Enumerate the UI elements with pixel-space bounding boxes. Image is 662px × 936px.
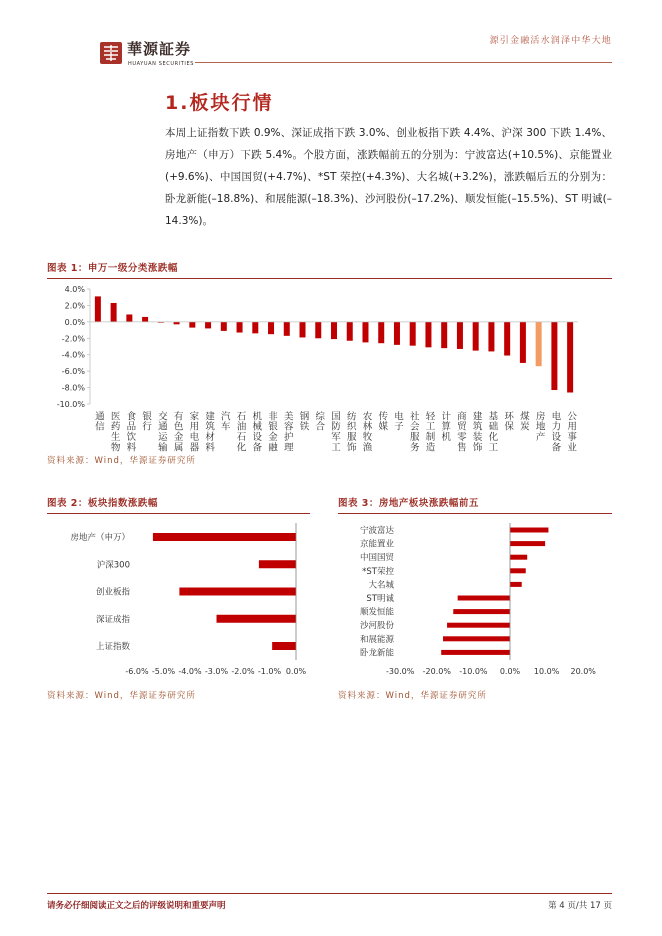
chart1-bar [457, 322, 463, 349]
chart2-bar [217, 615, 297, 623]
chart1-bar [189, 322, 195, 328]
chart3-category-label: 京能置业 [359, 539, 394, 550]
chart3-category-label: ST明诚 [366, 594, 394, 604]
chart3-bar [510, 528, 548, 533]
chart2-category-label: 沪深300 [96, 560, 130, 571]
chart3-x-tick-label: 0.0% [499, 667, 521, 676]
chart3-bar [510, 555, 527, 560]
chart3-x-tick-label: 20.0% [570, 667, 596, 676]
chart3-category-label: 顺发恒能 [359, 607, 394, 618]
chart1-bar [142, 317, 148, 322]
chart2-x-tick-label: -4.0% [178, 667, 202, 676]
chart3-bar [510, 568, 526, 573]
chart3-category-label: 中国国贸 [359, 553, 394, 564]
header-slogan: 源引金融活水润泽中华大地 [489, 36, 612, 46]
chart1-y-tick-label: 4.0% [64, 285, 85, 294]
figure-2-chart [47, 518, 312, 683]
chart2-bar [153, 533, 296, 541]
chart1-bar [567, 322, 573, 393]
section-title: 1.板块行情 [165, 92, 274, 114]
footer-disclaimer: 请务必仔细阅读正文之后的评级说明和重要声明 [47, 901, 226, 911]
chart1-category-label: 机械设备 [250, 411, 262, 453]
chart2-x-tick-label: -3.0% [204, 667, 229, 676]
chart3-bar [443, 636, 510, 641]
logo-name: 華源証券 [127, 40, 192, 58]
chart1-bar [221, 322, 227, 331]
chart2-x-tick-label: 0.0% [285, 667, 307, 676]
chart3-x-tick-label: -30.0% [386, 667, 415, 676]
chart1-y-tick-label: 0.0% [64, 317, 85, 327]
section-paragraph: 本周上证指数下跌 0.9%、深证成指下跌 3.0%、创业板指下跌 4.4%、沪深 300 下跌 1.4%、房地产（申万）下跌 5.4%。个股方面，涨跌幅前五的分别为：宁波富达(+10.5%)、京能置业(+9.6%)、中国国贸(+4.7%)、*ST 荣控(+4.3%)、大名城(+3.2%)，涨跌幅后五的分别为：卧龙新能(–18.8%)、和展能源(–18.3%)、沙河股份(–17.2%)、顺发恒能(–15.5%)、ST 明诚(–14.3%)。 [165, 127, 612, 227]
chart2-category-label: 深证成指 [95, 614, 130, 625]
chart1-bar [362, 322, 368, 343]
chart3-bar [510, 541, 545, 546]
figure-3-caption: 图表 3：房地产板块涨跌幅前五 [338, 498, 479, 509]
chart3-category-label: 宁波富达 [359, 526, 394, 536]
chart3-x-tick-label: -10.0% [459, 667, 488, 676]
chart1-category-label: 钢铁 [297, 411, 309, 432]
chart3-x-tick-label: -20.0% [422, 667, 451, 676]
chart3-category-label: 和展能源 [359, 634, 394, 645]
chart1-bar [268, 322, 274, 334]
chart1-category-label: 基础化工 [486, 411, 498, 453]
huayuan-seal-icon [99, 41, 123, 65]
chart2-bar [179, 588, 296, 596]
chart3-bar [447, 623, 510, 628]
chart1-category-label: 电力设备 [549, 411, 561, 453]
chart2-category-label: 房地产（申万） [70, 533, 130, 543]
chart1-bar [237, 322, 243, 333]
chart1-y-tick-label: -8.0% [61, 383, 85, 393]
chart1-category-label: 有色金属 [171, 411, 183, 453]
chart1-category-label: 美容护理 [281, 411, 293, 453]
chart3-bar [453, 609, 510, 614]
chart1-category-label: 石油石化 [234, 411, 246, 453]
chart2-x-tick-label: -2.0% [231, 667, 255, 676]
chart1-bar [126, 314, 132, 321]
chart2-bar [272, 642, 296, 650]
chart1-y-tick-label: -2.0% [61, 334, 85, 344]
chart1-y-tick-label: 2.0% [64, 301, 85, 311]
chart1-category-label: 医药生物 [108, 411, 120, 453]
chart1-category-label: 房地产 [533, 411, 545, 442]
chart1-category-label: 综合 [313, 411, 325, 432]
chart1-category-label: 轻工制造 [423, 411, 435, 453]
chart1-bar [473, 322, 479, 351]
chart1-category-label: 银行 [140, 411, 152, 432]
chart1-category-label: 汽车 [218, 411, 230, 432]
chart3-category-label: *ST荣控 [362, 566, 394, 577]
chart1-category-label: 农林牧渔 [360, 411, 372, 453]
footer-rule [47, 893, 612, 894]
chart1-category-label: 纺织服饰 [344, 411, 356, 453]
chart1-bar [394, 322, 400, 345]
chart1-y-tick-label: -10.0% [56, 400, 85, 409]
chart1-category-label: 建筑材料 [203, 411, 215, 453]
chart1-category-label: 社会服务 [407, 411, 419, 453]
figure-2-source: 资料来源：Wind，华源证券研究所 [47, 691, 196, 701]
chart1-category-label: 传媒 [376, 411, 388, 432]
chart2-bar [259, 560, 296, 568]
chart1-category-label: 煤炭 [517, 411, 529, 432]
chart1-category-label: 建筑装饰 [470, 411, 482, 453]
chart1-bar [504, 322, 510, 356]
logo-subtext: HUAYUAN SECURITIES [128, 61, 195, 67]
chart1-category-label: 国防军工 [329, 411, 340, 453]
chart2-x-tick-label: -6.0% [125, 667, 149, 676]
chart1-category-label: 食品饮料 [124, 411, 136, 453]
chart1-bar-highlighted [536, 322, 542, 366]
chart3-category-label: 沙河股份 [359, 621, 394, 632]
figure-2-plot [47, 518, 312, 683]
header-rule [195, 62, 612, 63]
figure-3-source: 资料来源：Wind，华源证券研究所 [338, 691, 487, 701]
chart1-category-label: 家用电器 [187, 411, 199, 453]
chart1-category-label: 商贸零售 [454, 411, 466, 453]
chart1-bar [205, 322, 211, 329]
chart1-y-tick-label: -4.0% [61, 350, 85, 360]
chart1-bar [378, 322, 384, 343]
figure-2-caption-rule [47, 513, 310, 514]
chart3-x-tick-label: 10.0% [533, 667, 560, 676]
chart1-bar [252, 322, 258, 334]
chart1-category-label: 通信 [92, 411, 104, 432]
chart1-bar [410, 322, 416, 346]
chart1-y-tick-label: -6.0% [61, 367, 85, 377]
figure-1-caption: 图表 1：申万一级分类涨跌幅 [47, 263, 178, 274]
chart1-category-label: 计算机 [439, 411, 451, 442]
chart1-bar [347, 322, 353, 341]
chart1-bar [300, 322, 306, 338]
chart1-bar [284, 322, 290, 336]
chart3-category-label: 大名城 [368, 580, 394, 591]
chart2-category-label: 上证指数 [95, 642, 130, 652]
figure-3-caption-rule [338, 513, 612, 514]
chart1-bar [520, 322, 526, 363]
figure-3-plot [338, 518, 612, 683]
chart1-bar [488, 322, 494, 352]
page-indicator: 第 4 页/共 17 页 [548, 901, 612, 911]
chart1-bar [95, 296, 101, 321]
figure-1-chart [47, 282, 612, 454]
figure-2-caption: 图表 2：板块指数涨跌幅 [47, 498, 158, 509]
chart1-bar [425, 322, 431, 347]
chart1-bar [441, 322, 447, 348]
chart1-bar [551, 322, 557, 390]
chart1-category-label: 交通运输 [155, 411, 167, 453]
chart3-bar [458, 596, 510, 601]
chart1-category-label: 非银金融 [266, 411, 278, 453]
figure-1-source: 资料来源：Wind，华源证券研究所 [47, 456, 196, 466]
chart1-bar [111, 303, 117, 322]
chart1-bar [331, 322, 337, 339]
chart2-category-label: 创业板指 [95, 587, 130, 598]
chart1-category-label: 公用事业 [565, 411, 577, 453]
chart3-bar [510, 582, 522, 587]
figure-3-chart [338, 518, 612, 683]
chart2-x-tick-label: -1.0% [257, 667, 282, 676]
chart1-category-label: 环保 [502, 411, 514, 432]
figure-1-caption-rule [47, 278, 612, 279]
chart3-category-label: 卧龙新能 [359, 648, 394, 659]
chart1-category-label: 电子 [391, 411, 403, 432]
chart1-bar [315, 322, 321, 338]
chart3-bar [441, 650, 510, 655]
chart2-x-tick-label: -5.0% [151, 667, 176, 676]
